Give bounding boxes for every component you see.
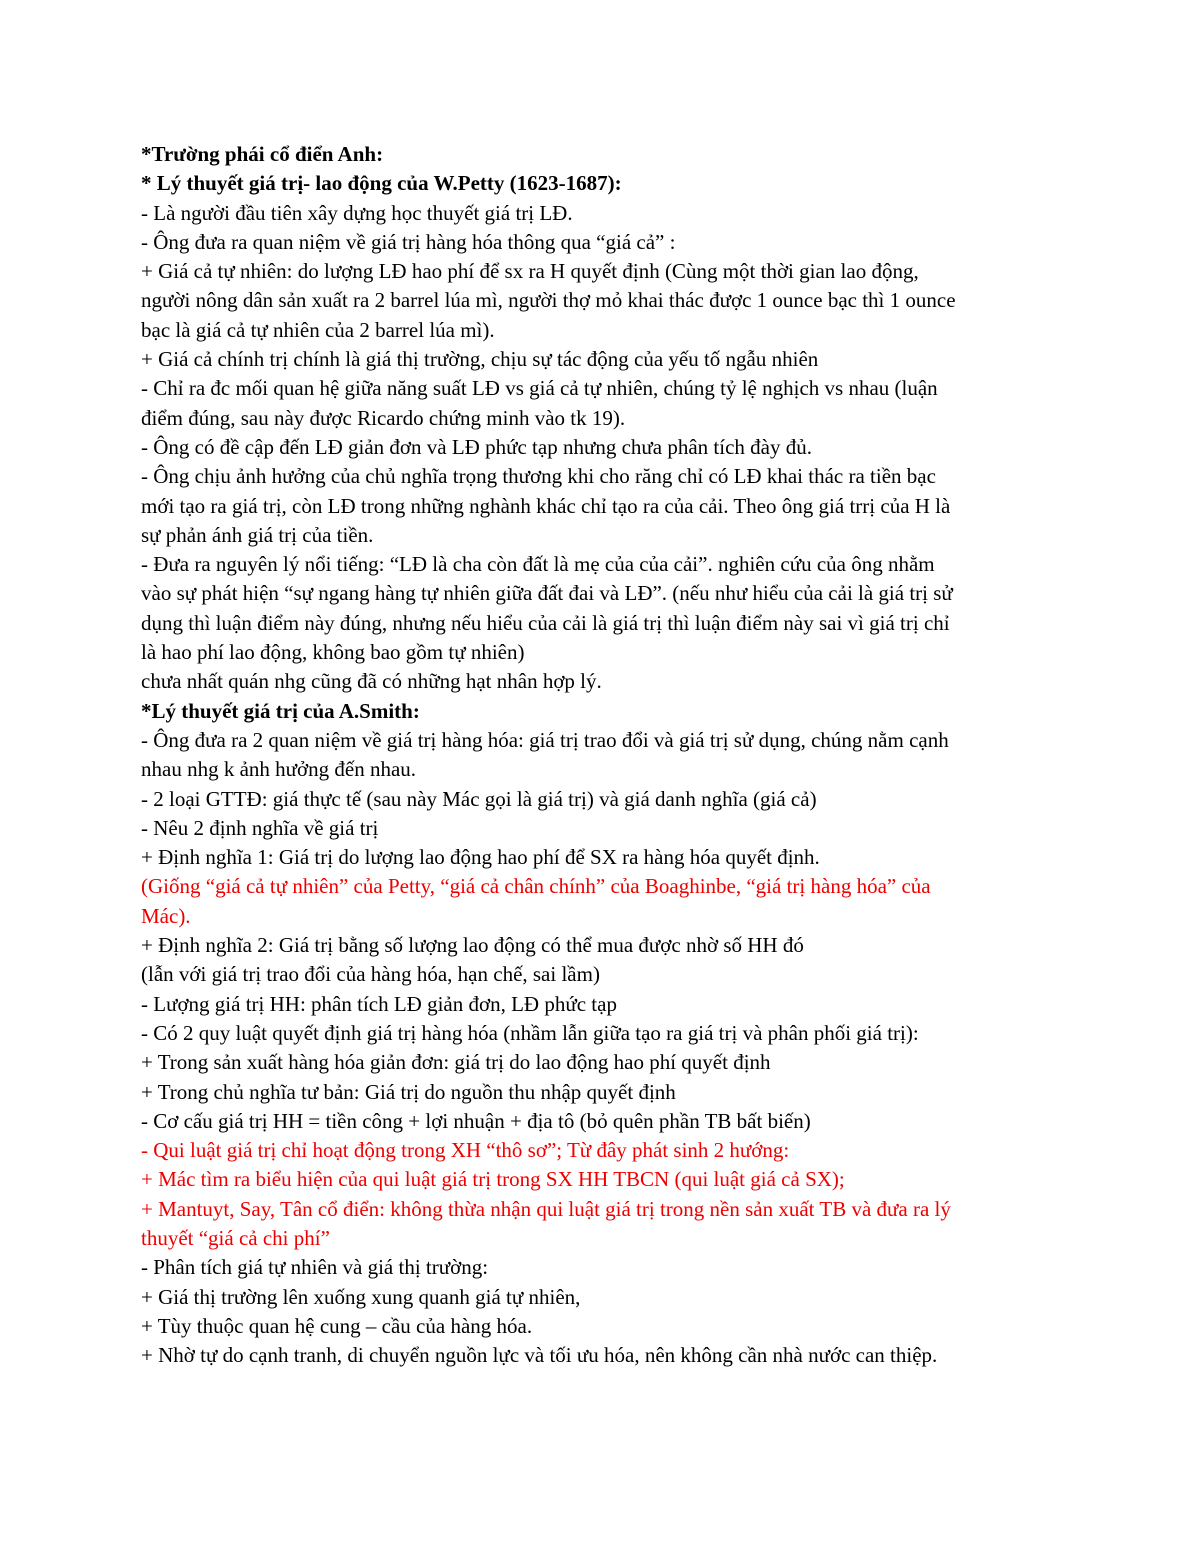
- text-line: - Đưa ra nguyên lý nổi tiếng: “LĐ là cha còn đất là mẹ của của cải”. nghiên cứu của ông nhằm: [141, 552, 935, 577]
- text-line: - Lượng giá trị HH: phân tích LĐ giản đơn, LĐ phức tạp: [141, 991, 617, 1016]
- text-line: + Mác tìm ra biểu hiện của qui luật giá trị trong SX HH TBCN (qui luật giá cả SX);: [141, 1167, 845, 1192]
- text-line: + Mantuyt, Say, Tân cổ điển: không thừa nhận qui luật giá trị trong nền sản xuất TB và đưa ra lý: [141, 1196, 951, 1221]
- text-line: người nông dân sản xuất ra 2 barrel lúa mì, người thợ mỏ khai thác được 1 ounce bạc thì 1 ounce: [141, 288, 956, 313]
- text-line: mới tạo ra giá trị, còn LĐ trong những nghành khác chỉ tạo ra của cải. Theo ông giá trrị của H là: [141, 493, 951, 518]
- text-line: - Ông chịu ảnh hưởng của chủ nghĩa trọng thương khi cho răng chỉ có LĐ khai thác ra tiền bạc: [141, 464, 936, 489]
- text-line: - Qui luật giá trị chỉ hoạt động trong XH “thô sơ”; Từ đây phát sinh 2 hướng:: [141, 1138, 790, 1163]
- text-line: + Định nghĩa 2: Giá trị bằng số lượng lao động có thể mua được nhờ số HH đó: [141, 933, 804, 958]
- text-line: Mác).: [141, 903, 191, 928]
- text-line: là hao phí lao động, không bao gồm tự nhiên): [141, 640, 525, 665]
- text-line: - 2 loại GTTĐ: giá thực tế (sau này Mác gọi là giá trị) và giá danh nghĩa (giá cả): [141, 786, 817, 811]
- text-line: + Trong chủ nghĩa tư bản: Giá trị do nguồn thu nhập quyết định: [141, 1079, 676, 1104]
- section-heading: *Lý thuyết giá trị của A.Smith:: [141, 698, 420, 723]
- text-line: + Giá cả tự nhiên: do lượng LĐ hao phí để sx ra H quyết định (Cùng một thời gian lao động,: [141, 259, 919, 284]
- text-line: vào sự phát hiện “sự ngang hàng tự nhiên giữa đất đai và LĐ”. (nếu như hiểu của cải là giá trị sử: [141, 581, 953, 606]
- text-line: + Giá cả chính trị chính là giá thị trường, chịu sự tác động của yếu tố ngẫu nhiên: [141, 347, 819, 372]
- text-line: - Có 2 quy luật quyết định giá trị hàng hóa (nhầm lẫn giữa tạo ra giá trị và phân phối giá trị):: [141, 1020, 919, 1045]
- text-line: + Trong sản xuất hàng hóa giản đơn: giá trị do lao động hao phí quyết định: [141, 1050, 771, 1075]
- text-line: điểm đúng, sau này được Ricardo chứng minh vào tk 19).: [141, 405, 626, 430]
- text-line: + Tùy thuộc quan hệ cung – cầu của hàng hóa.: [141, 1313, 533, 1338]
- text-line: - Là người đầu tiên xây dựng học thuyết giá trị LĐ.: [141, 200, 573, 225]
- text-line: bạc là giá cả tự nhiên của 2 barrel lúa mì).: [141, 317, 495, 342]
- text-line: (lẫn với giá trị trao đổi của hàng hóa, hạn chế, sai lầm): [141, 962, 600, 987]
- text-line: + Định nghĩa 1: Giá trị do lượng lao động hao phí để SX ra hàng hóa quyết định.: [141, 845, 820, 870]
- section-heading: * Lý thuyết giá trị- lao động của W.Petty (1623-1687):: [141, 171, 622, 196]
- text-line: nhau nhg k ảnh hưởng đến nhau.: [141, 757, 417, 782]
- text-line: dụng thì luận điểm này đúng, nhưng nếu hiểu của cải là giá trị thì luận điểm này sai vì giá trị chỉ: [141, 610, 950, 635]
- section-heading: *Trường phái cổ điển Anh:: [141, 142, 384, 166]
- text-line: + Giá thị trường lên xuống xung quanh giá tự nhiên,: [141, 1284, 581, 1309]
- text-line: (Giống “giá cả tự nhiên” của Petty, “giá cả chân chính” của Boaghinbe, “giá trị hàng hóa” của: [141, 874, 931, 899]
- text-line: - Chỉ ra đc mối quan hệ giữa năng suất LĐ vs giá cả tự nhiên, chúng tỷ lệ nghịch vs nhau (luận: [141, 376, 938, 401]
- text-line: - Phân tích giá tự nhiên và giá thị trường:: [141, 1255, 489, 1280]
- text-line: + Nhờ tự do cạnh tranh, di chuyển nguồn lực và tối ưu hóa, nên không cần nhà nước can thiệp.: [141, 1343, 938, 1368]
- document-body: [141, 140, 1071, 1370]
- text-line: thuyết “giá cả chi phí”: [141, 1225, 330, 1250]
- text-line: - Ông có đề cập đến LĐ giản đơn và LĐ phức tạp nhưng chưa phân tích đày đủ.: [141, 434, 812, 459]
- text-line: chưa nhất quán nhg cũng đã có những hạt nhân hợp lý.: [141, 669, 602, 694]
- text-line: - Nêu 2 định nghĩa về giá trị: [141, 815, 379, 840]
- text-line: - Ông đưa ra quan niệm về giá trị hàng hóa thông qua “giá cả” :: [141, 229, 676, 254]
- text-line: - Cơ cấu giá trị HH = tiền công + lợi nhuận + địa tô (bỏ quên phần TB bất biến): [141, 1108, 811, 1133]
- text-line: sự phản ánh giá trị của tiền.: [141, 522, 374, 547]
- text-line: - Ông đưa ra 2 quan niệm về giá trị hàng hóa: giá trị trao đổi và giá trị sử dụng, chúng nằm cạnh: [141, 727, 949, 752]
